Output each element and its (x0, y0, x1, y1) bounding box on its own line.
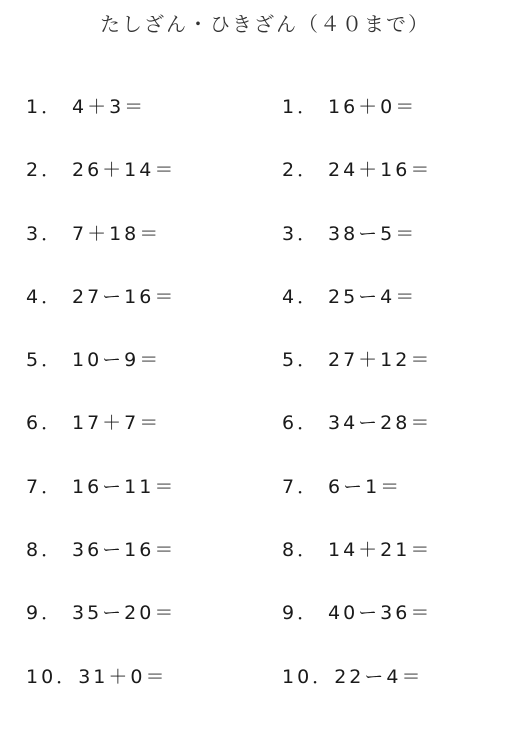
problem-expression: 26＋14＝ (72, 159, 177, 182)
problem-number: 9． (282, 602, 320, 625)
problem-expression: 16＋0＝ (328, 96, 418, 118)
problem-item (282, 535, 522, 598)
problem-item (282, 282, 522, 345)
problem-number: 4． (282, 285, 320, 308)
problem-expression: 31＋0＝ (78, 665, 168, 688)
problem-number: 10． (26, 665, 79, 688)
problem-item (282, 662, 522, 725)
problem-item (282, 408, 522, 471)
problem-expression: 16ー11＝ (72, 475, 177, 498)
problem-expression: 7＋18＝ (72, 222, 162, 245)
problem-expression: 22ー4＝ (334, 665, 424, 688)
problem-number: 3． (282, 222, 320, 245)
problem-item (282, 92, 522, 155)
problem-number: 9． (26, 602, 64, 625)
problem-item (282, 472, 522, 535)
problem-number: 4． (26, 285, 64, 308)
problem-number: 2． (26, 159, 64, 182)
problem-item (282, 219, 522, 282)
problem-expression: 17＋7＝ (72, 412, 162, 435)
problem-number: 1． (26, 96, 64, 118)
problem-number: 7． (282, 475, 320, 498)
problem-expression: 27ー16＝ (72, 285, 177, 308)
problem-item (26, 92, 266, 155)
problem-expression: 27＋12＝ (328, 349, 433, 372)
problem-expression: 4＋3＝ (72, 96, 147, 118)
problem-item (282, 345, 522, 408)
problem-item (26, 472, 266, 535)
problem-number: 8． (282, 539, 320, 562)
problem-expression: 6ー1＝ (328, 475, 403, 498)
problem-number: 2． (282, 159, 320, 182)
problem-number: 6． (282, 412, 320, 435)
left-problem-column (26, 92, 266, 725)
right-problem-column (282, 92, 522, 725)
problem-number: 8． (26, 539, 64, 562)
problem-item (26, 219, 266, 282)
problem-expression: 34ー28＝ (328, 412, 433, 435)
problem-number: 5． (282, 349, 320, 372)
problem-item (26, 155, 266, 218)
problem-item (26, 282, 266, 345)
problem-number: 5． (26, 349, 64, 372)
problem-expression: 14＋21＝ (328, 539, 433, 562)
problem-expression: 40ー36＝ (328, 602, 433, 625)
problem-number: 6． (26, 412, 64, 435)
problem-expression: 35ー20＝ (72, 602, 177, 625)
problem-expression: 10ー9＝ (72, 349, 162, 372)
problem-item (26, 408, 266, 471)
problem-item (26, 662, 266, 725)
page-title: たしざん・ひきざん（４０まで） (100, 12, 430, 36)
problem-number: 1． (282, 96, 320, 118)
problem-expression: 25ー4＝ (328, 285, 418, 308)
problem-expression: 38ー5＝ (328, 222, 418, 245)
problem-item (26, 345, 266, 408)
problem-number: 3． (26, 222, 64, 245)
problem-item (282, 598, 522, 661)
problem-expression: 36ー16＝ (72, 539, 177, 562)
problem-expression: 24＋16＝ (328, 159, 433, 182)
problem-item (282, 155, 522, 218)
problem-number: 10． (282, 665, 335, 688)
problem-item (26, 598, 266, 661)
problem-item (26, 535, 266, 598)
problem-number: 7． (26, 475, 64, 498)
